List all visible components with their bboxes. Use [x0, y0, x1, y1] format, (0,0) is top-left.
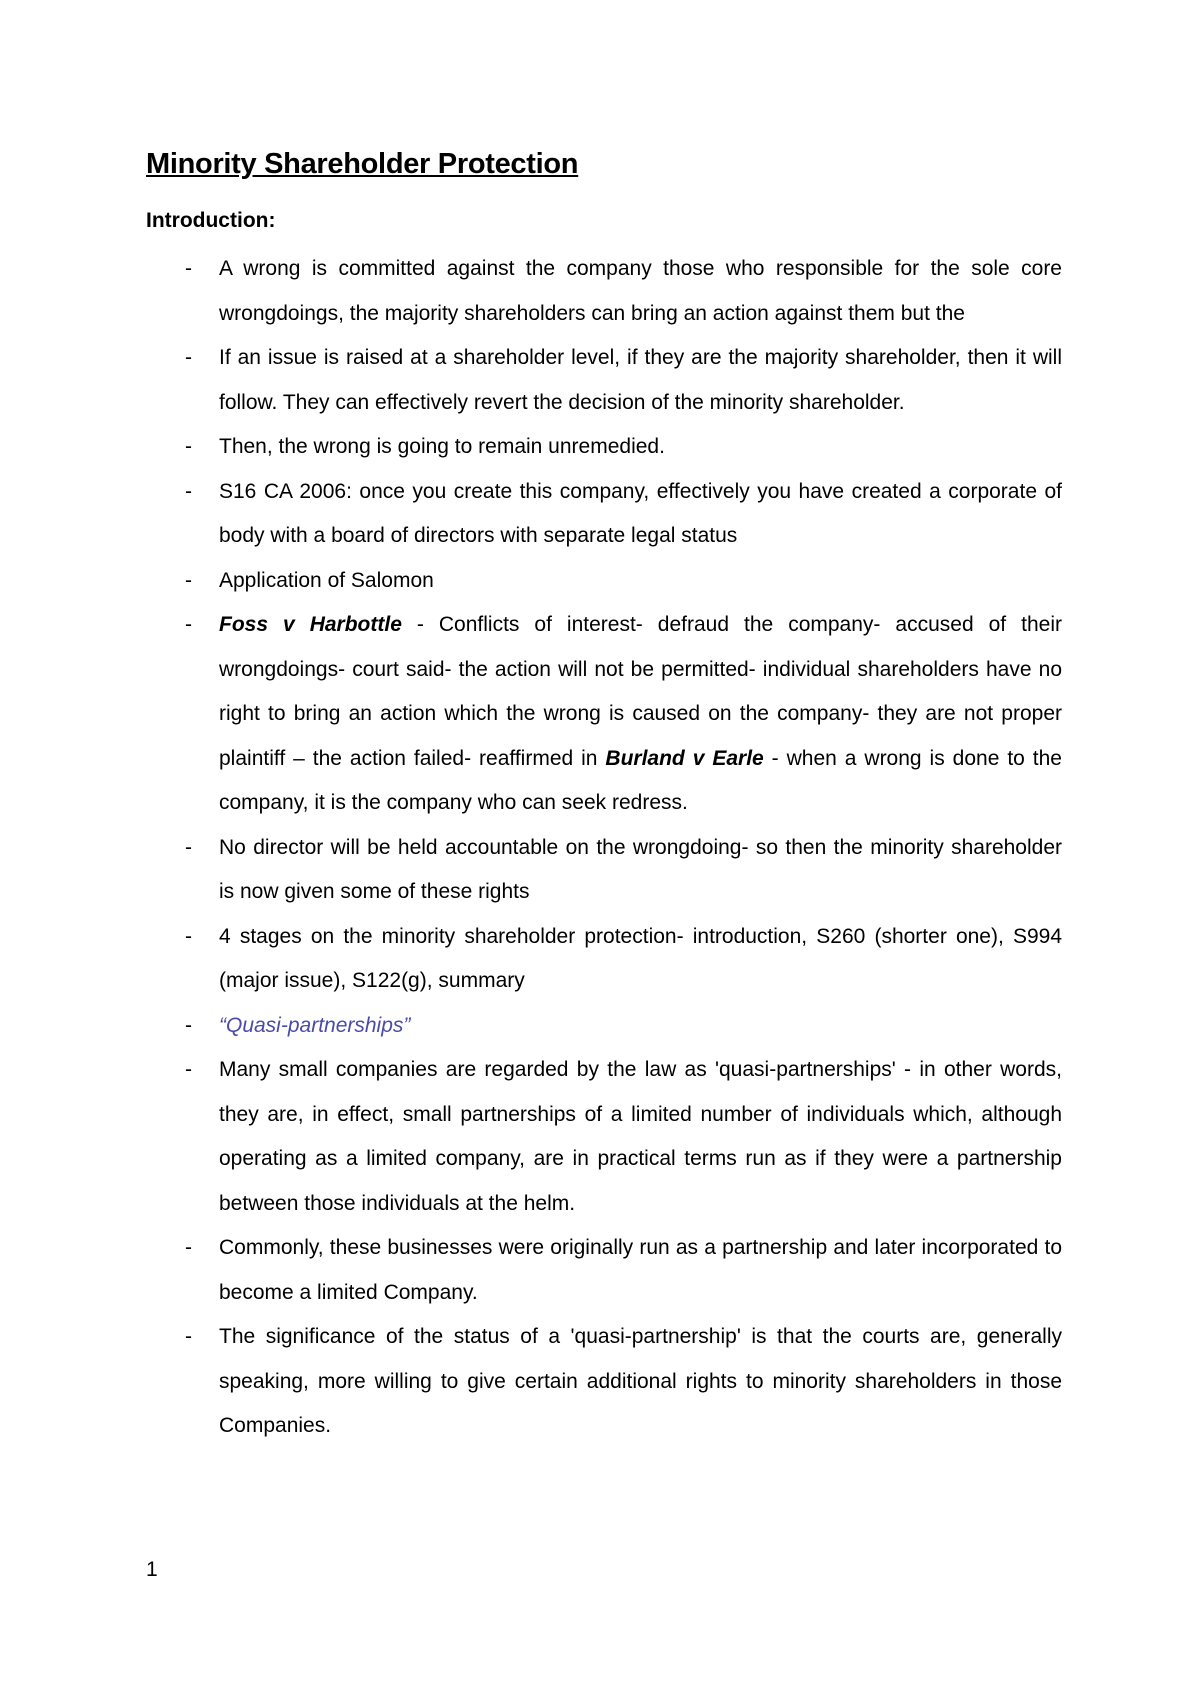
bullet-item: [146, 915, 1062, 1004]
bullet-text: The significance of the status of a 'quasi-partnership' is that the courts are, generally speaking, more willing to give certain additional rights to minority shareholders in those Companies.: [219, 1325, 1062, 1437]
bullet-text: 4 stages on the minority shareholder protection- introduction, S260 (shorter one), S994 (major issue), S122(g), summary: [219, 924, 1062, 992]
bullet-marker: -: [185, 568, 192, 592]
bullet-list: [146, 247, 1062, 1449]
quoted-term: “Quasi-partnerships”: [219, 1013, 411, 1037]
bullet-text: If an issue is raised at a shareholder level, if they are the majority shareholder, then it will follow. They can effectively revert the decision of the minority shareholder.: [219, 346, 1062, 414]
bullet-text: Application of Salomon: [219, 568, 434, 592]
page-number: 1: [146, 1558, 158, 1581]
bullet-text: S16 CA 2006: once you create this company, effectively you have created a corporate of body with a board of directors with separate legal status: [219, 479, 1062, 547]
bullet-item: [146, 1004, 1062, 1049]
bullet-marker: -: [185, 1058, 192, 1081]
bullet-item: [146, 425, 1062, 470]
bullet-marker: -: [185, 1013, 192, 1037]
bullet-marker: -: [185, 924, 192, 948]
bullet-text: - when a wrong is done to the company, it is the company who can seek redress.: [219, 746, 1062, 814]
bullet-marker: -: [185, 346, 192, 369]
bullet-text: No director will be held accountable on the wrongdoing- so then the minority shareholder is now given some of these rights: [219, 835, 1062, 903]
bullet-text: Then, the wrong is going to remain unremedied.: [219, 435, 665, 458]
bullet-item: [146, 247, 1062, 336]
bullet-marker: -: [185, 1236, 192, 1259]
bullet-text: - Conflicts of interest- defraud the company- accused of their wrongdoings- court said- the action will not be permitted- individual shareholders have no right to bring an action which the wrong is caused on the company- they are not proper plaintiff – the action failed- reaffirmed in: [219, 613, 1062, 770]
bullet-marker: -: [185, 435, 192, 458]
bullet-item: [146, 1048, 1062, 1226]
case-name: Foss v Harbottle: [219, 613, 402, 636]
document-title: Minority Shareholder Protection: [146, 148, 579, 180]
bullet-text: Many small companies are regarded by the law as 'quasi-partnerships' - in other words, they are, in effect, small partnerships of a limited number of individuals which, although operating as a limited company, are in practical terms run as if they were a partnership between those individuals at the helm.: [219, 1058, 1062, 1215]
bullet-item: [146, 1226, 1062, 1315]
bullet-marker: -: [185, 613, 192, 636]
section-heading: Introduction:: [146, 209, 276, 232]
bullet-marker: -: [185, 257, 192, 280]
bullet-marker: -: [185, 835, 192, 859]
case-name: Burland v Earle: [605, 746, 764, 770]
bullet-text: Commonly, these businesses were originally run as a partnership and later incorporated to become a limited Company.: [219, 1236, 1062, 1304]
bullet-item: [146, 826, 1062, 915]
bullet-marker: -: [185, 479, 192, 503]
bullet-item: [146, 559, 1062, 604]
bullet-item: [146, 603, 1062, 826]
bullet-item: [146, 336, 1062, 425]
bullet-marker: -: [185, 1325, 192, 1348]
bullet-item: [146, 470, 1062, 559]
bullet-text: A wrong is committed against the company those who responsible for the sole core wrongdoings, the majority shareholders can bring an action against them but the: [219, 257, 1062, 325]
bullet-item: [146, 1315, 1062, 1449]
